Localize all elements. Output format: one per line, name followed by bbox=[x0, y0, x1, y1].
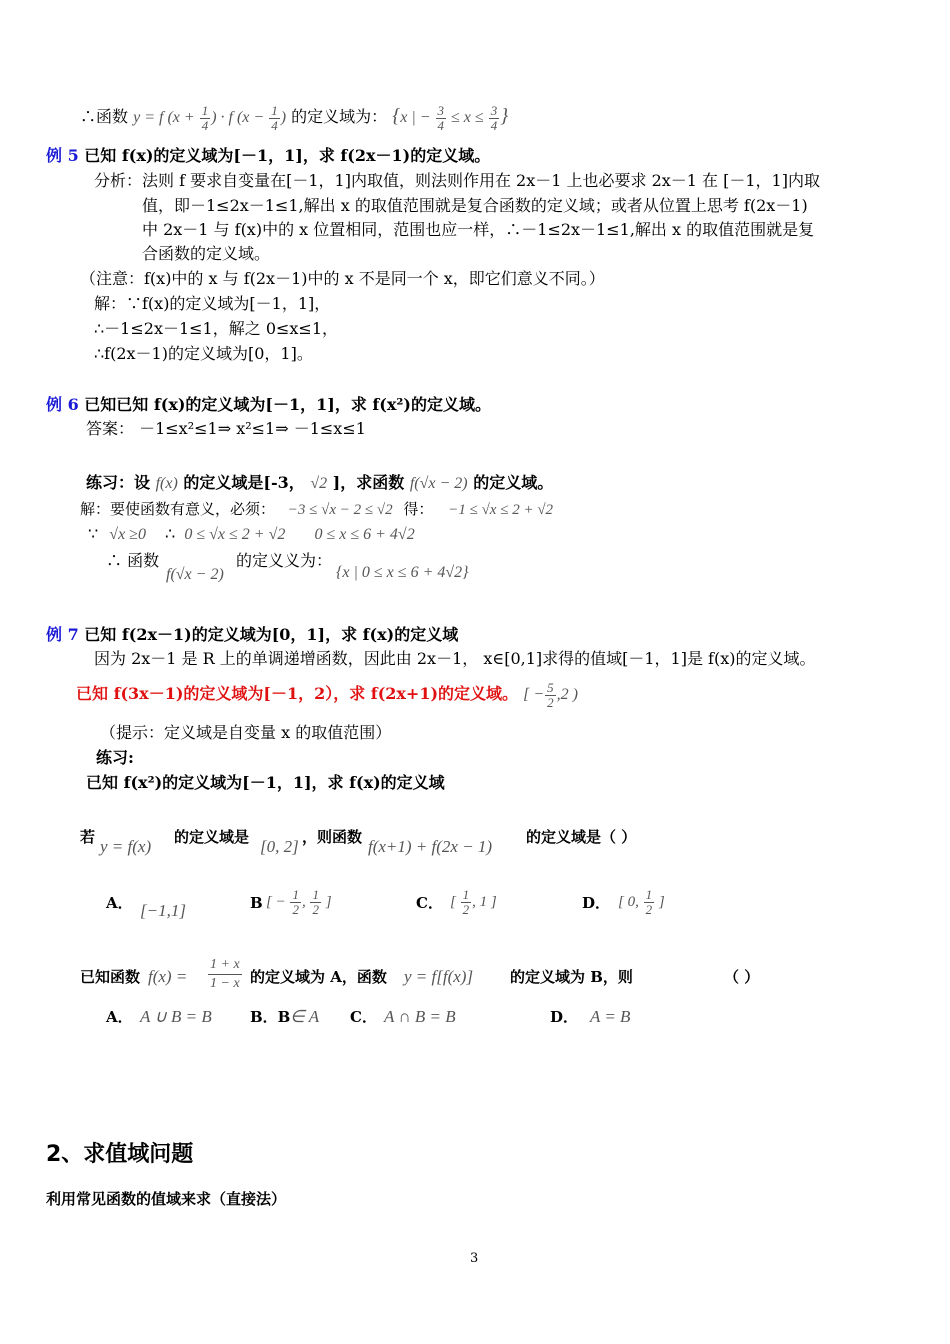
note-line: （注意：f(x)中的 x 与 f(2x－1)中的 x 不是同一个 x，即它们意义不同。） bbox=[80, 269, 605, 288]
analysis-line: 值，即－1≤2x－1≤1,解出 x 的取值范围就是复合函数的定义域；或者从位置上思考 f(2x－1) bbox=[142, 196, 808, 215]
formula: −1 ≤ √x ≤ 2 + √2 bbox=[448, 502, 554, 518]
text: 的定义域为： bbox=[291, 107, 388, 126]
practice-1: 练习：设 f(x) 的定义域是[-3， √2 ]，求函数 f(√x − 2) 的定义域。 bbox=[86, 473, 554, 492]
formula: −3 ≤ √x − 2 ≤ √2 bbox=[287, 502, 393, 518]
formula-result: { bbox=[392, 105, 401, 127]
option-b-formula: [ − $\frac{1}{2}$ , $\frac{1}{2}$ ] bbox=[266, 887, 332, 917]
example-tag: 例 7 bbox=[46, 625, 79, 644]
hint-line: （提示：定义域是自变量 x 的取值范围） bbox=[100, 723, 392, 742]
analysis-line: 分析：法则 f 要求自变量在[－1，1]内取值，则法则作用在 2x－1 上也必要求 2x－1 在 [－1，1]内取 bbox=[94, 171, 820, 190]
example-title: 已知 f(2x－1)的定义域为[0，1]，求 f(x)的定义域 bbox=[84, 625, 459, 644]
option-a-formula: A ∪ B = B bbox=[140, 1007, 212, 1026]
formula: {x | 0 ≤ x ≤ 6 + 4√2} bbox=[336, 564, 469, 581]
formula: f(x) bbox=[155, 475, 178, 492]
solution-line: ∴－1≤2x－1≤1，解之 0≤x≤1， bbox=[94, 319, 339, 338]
option-d-formula: [ 0, $\frac{1}{2}$ ] bbox=[618, 887, 665, 917]
page-number: 3 bbox=[470, 1251, 479, 1266]
formula: [0, 2] bbox=[260, 837, 299, 856]
example-tag: 例 6 bbox=[46, 395, 79, 414]
example-7-title bbox=[46, 624, 458, 646]
formula: f(√x − 2) bbox=[166, 566, 224, 583]
example-7-answer: 因为 2x－1 是 R 上的单调递增函数，因此由 2x－1， x∈[0,1]求得的值域[－1，1]是 f(x)的定义域。 bbox=[94, 649, 816, 668]
answer-line: 答案： －1≤x²≤1⇒ x²≤1⇒ －1≤x≤1 bbox=[86, 419, 366, 438]
formula: 0 ≤ x ≤ 6 + 4√2 bbox=[314, 526, 415, 543]
practice-1-solution: ∵ √x ≥0 ∴ 0 ≤ √x ≤ 2 + √2 0 ≤ x ≤ 6 + 4√2 bbox=[88, 524, 415, 543]
text: ∴函数 bbox=[80, 107, 129, 126]
example-6-title bbox=[46, 394, 491, 416]
practice-1-solution: 解：要使函数有意义，必须： −3 ≤ √x − 2 ≤ √2 得： −1 ≤ √x ≤ 2 + √2 bbox=[80, 500, 554, 518]
example-tag: 例 5 bbox=[46, 146, 79, 165]
section-subheading: 利用常见函数的值域来求（直接法） bbox=[46, 1190, 287, 1208]
option-b-formula: ∈ A bbox=[290, 1007, 320, 1026]
formula: √2 bbox=[310, 475, 328, 492]
domain-result-line: ∴函数 y = f (x + $\frac{1}{4}$ ) · f (x − $\frac{1}{4}$ ) 的定义域为： {x | − $\frac{3}{4}$ ≤ x ≤ $\frac{3}{4}$ } bbox=[80, 102, 509, 133]
solution-line: 解：∵f(x)的定义域为[－1，1]， bbox=[94, 294, 331, 313]
solution-line: ∴f(2x－1)的定义域为[0，1]。 bbox=[94, 344, 313, 363]
example-title: 已知已知 f(x)的定义域为[－1，1]，求 f(x²)的定义域。 bbox=[84, 395, 491, 414]
formula: y = f[f(x)] bbox=[404, 967, 474, 986]
analysis-line: 中 2x－1 与 f(x)中的 x 位置相同，范围也应一样，∴－1≤2x－1≤1,解出 x 的取值范围就是复 bbox=[142, 220, 815, 239]
option-d-formula: A = B bbox=[590, 1007, 631, 1026]
formula: f(x+1) + f(2x − 1) bbox=[368, 837, 493, 856]
analysis-line: 合函数的定义域。 bbox=[142, 244, 271, 263]
option-c-formula: [ $\frac{1}{2}$ , 1 ] bbox=[450, 887, 497, 917]
formula: 0 ≤ √x ≤ 2 + √2 bbox=[184, 526, 286, 543]
section-heading: 2、求值域问题 bbox=[46, 1142, 194, 1167]
option-c-formula: A ∩ B = B bbox=[384, 1007, 456, 1026]
example-5-title bbox=[46, 145, 490, 167]
practice-2-question: 已知 f(x²)的定义域为[－1，1]，求 f(x)的定义域 bbox=[86, 773, 445, 792]
example-7-exercise: 已知 f(3x－1)的定义域为[－1，2），求 f(2x+1)的定义域。 [ − $\frac{5}{2}$ ,2 ) bbox=[76, 679, 578, 710]
practice-2-label: 练习: bbox=[96, 748, 134, 767]
formula: √x ≥0 bbox=[109, 526, 146, 543]
answer-formula: [ − $\frac{5}{2}$ ,2 ) bbox=[523, 679, 578, 710]
example-title: 已知 f(x)的定义域为[－1，1]，求 f(2x－1)的定义域。 bbox=[84, 146, 491, 165]
option-a-formula: [−1,1] bbox=[140, 901, 186, 920]
formula: f(x) = bbox=[148, 967, 188, 986]
formula: y = f(x) bbox=[100, 837, 152, 856]
fraction: 1 + x 1 − x bbox=[210, 957, 240, 991]
formula: y = f (x + $\frac{1}{4}$ ) · f (x − $\frac{1}{4}$ ) bbox=[133, 102, 287, 133]
formula: f(√x − 2) bbox=[409, 475, 468, 492]
